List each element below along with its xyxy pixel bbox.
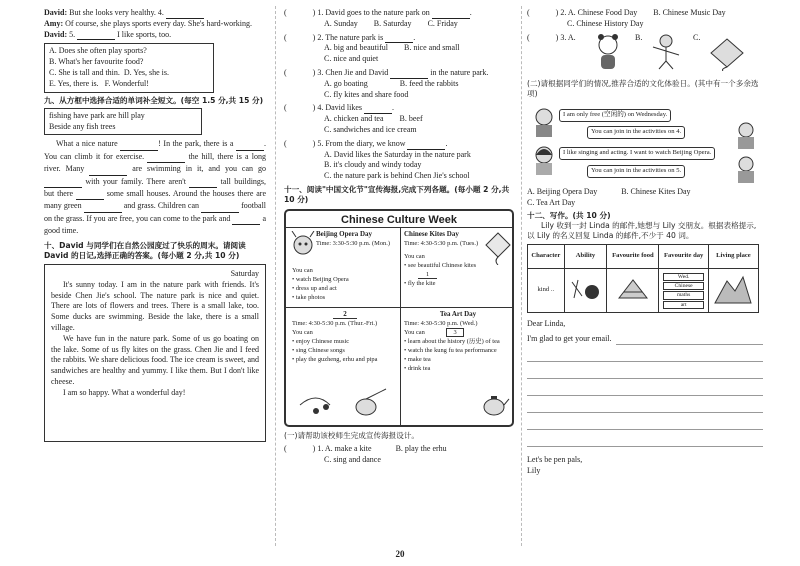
writing-prompt-table: Character Ability Favourite food Favourite day Living place kind .. Wed. Chinese maths art — [527, 244, 759, 313]
boy-avatar — [531, 107, 557, 139]
opera-mask-icon — [290, 231, 316, 261]
writing-line[interactable] — [527, 419, 763, 430]
word-box: fishing have park are hill play Beside any fish trees — [44, 108, 202, 136]
dialog-line: David: 5. I like sports, too. — [44, 29, 172, 39]
question: ( ) 2. A. Chinese Food Day B. Chinese Music Day — [527, 8, 726, 17]
ability-icons — [568, 274, 602, 304]
poster-title: Chinese Culture Week — [341, 214, 457, 227]
writing-line[interactable] — [527, 385, 763, 396]
column-left — [44, 8, 266, 442]
column-divider — [521, 6, 522, 546]
question: ( ) 3. Chen Jie and David in the nature park. A. go boating B. feed the rabbits C. fly kites and share food — [284, 67, 489, 99]
diary-paragraph: It's sunny today. I am in the nature park with friends. It's beside Chen Jie's school. The nature park is nice and quiet. There are lots of flowers and trees. There is a small lake, too. Some ducks are swimming. Beside the lake, there is a small village. — [51, 279, 259, 333]
section-12-title: 十二、写作。(共 10 分) — [527, 210, 611, 220]
answer-blank[interactable] — [166, 10, 204, 19]
culture-poster: Chinese Culture Week Beijing Opera Day Time: 3:30-5:30 p.m. (Mon.) You can • watch Beijing Opera • dress up and act • take photos Chinese Kites Day Time: 4:30-5:30 p.m. (Tues.) You can • see beautiful Chinese kites 1 • fly the kite 2 Time: 4:30-5:30 p.m. (Thur.-Fri.) You can • enjoy Chinese music • sing Chinese songs • play the guzheng, erhu and pipa Tea Art Day Time: 4:30-5:30 p.m. (Wed.) You can 3 • learn about the history (历史) of tea • watch the kung fu tea performance • make tea • drink tea — [284, 209, 514, 427]
question: ( ) 4. David likes . A. chicken and tea B. beef C. sandwiches and ice cream — [284, 103, 423, 134]
poster-blank-1[interactable]: 1 — [418, 271, 437, 279]
teacher-avatar — [733, 155, 759, 185]
diary-paragraph: I am so happy. What a wonderful day! — [63, 387, 186, 397]
sub-section-2-title: (二)请根据同学们的情况,推荐合适的文化体验日。(其中有一个多余选项) — [527, 78, 759, 98]
teapot-icon — [480, 387, 510, 419]
poster-kites: Chinese Kites Day Time: 4:30-5:30 p.m. (Tues.) You can • see beautiful Chinese kites 1 • fly the kite — [404, 230, 479, 288]
poster-tea: Tea Art Day Time: 4:30-5:30 p.m. (Wed.) You can 3 • learn about the history (历史) of tea • watch the kung fu tea performance • make tea • drink tea — [404, 310, 500, 373]
letter-greeting: Dear Linda, — [527, 319, 566, 329]
diary-box — [44, 264, 266, 442]
cloze-passage: What a nice nature ! In the park, there is a . You can climb it for exercise. the hill, there is a long river. Many are swimming in it, and you can go with your family. There aren't tall buildings, but there some small houses. Around the houses there are many green and grass. Children can football on the grass. If you are free, you can come to the park and a good time. — [44, 139, 267, 236]
section-11-title: 十一、阅读"中国文化节"宣传海报,完成下列各题。(每小题 2 分,共 10 分) — [284, 184, 510, 205]
kite-icon — [484, 231, 512, 265]
section-12-intro: Lily 收到一封 Linda 的邮件,她想与 Lily 交朋友。根据表格提示,以 Lily 的名义回复 Linda 的邮件,不少于 40 词。 — [527, 220, 757, 241]
question: ( ) 1. A. make a kite B. play the erhu — [284, 443, 447, 453]
column-right: ( ) 2. A. Chinese Food Day B. Chinese Music Day C. Chinese History Day ( ) 3. A. B. C. (二)请根据同学们的情况,推荐合适的文化体验日。(其中有一个多余选项) I am only free (空闲的) on Wednesday. You can join in the activities on 4. I like singing and acting. I want to watch Beijing Opera. You can join in the activities on 5. A. Beijing Opera Day B. Chinese Kites Day C. Tea Art Day 十二、写作。(共 10 分) Lily 收到一封 Linda 的邮件,她想与 Lily 交朋友。根据表格提示,以 Lily 的名义回复 Linda 的邮件,不少于 40 词。 Character Ability Favourite food Favourite day Living place kind .. Wed. Chinese maths art Dear Linda, I'm glad to get your email. Let's be pen pals, Lily — [527, 8, 763, 477]
dialog-line: David: But she looks very healthy. 4. — [44, 8, 266, 19]
dancer-icon — [649, 33, 683, 71]
question: ( ) 2. The nature park is . A. big and beautiful B. nice and small C. nice and quiet — [284, 32, 460, 64]
diary-day: Saturday — [230, 269, 259, 279]
poster-opera: Beijing Opera Day Time: 3:30-5:30 p.m. (Mon.) — [316, 230, 390, 248]
mountain-icon — [713, 273, 753, 305]
poster-blank-2[interactable]: 2 — [333, 310, 357, 319]
question: ( ) 1. David goes to the nature park on . A. Sunday B. Saturday C. Friday — [284, 8, 472, 28]
sub-2-options: A. Beijing Opera Day B. Chinese Kites Day — [527, 187, 691, 197]
writing-line[interactable] — [616, 334, 763, 345]
teacher-avatar — [733, 121, 759, 151]
writing-line[interactable] — [527, 436, 763, 447]
diary-paragraph: We have fun in the nature park. Some of us go boating on the lake. Some of us fly kites on the grass. Chen Jie and I feed the rabbits. We share delicious food. The ice cream is sweet, and sandwiches are healthy and yummy. I like them. But I don't like cheese. — [51, 333, 259, 387]
recommend-dialog: I am only free (空闲的) on Wednesday. You can join in the activities on 4. I like singing and acting. I want to watch Beijing Opera. You can join in the activities on 5. — [527, 103, 763, 187]
panda-icon — [593, 33, 623, 71]
writing-line[interactable] — [527, 351, 763, 362]
column-divider — [275, 6, 276, 546]
question: ( ) 3. A. B. C. — [527, 33, 763, 75]
writing-line[interactable] — [527, 402, 763, 413]
answer-blank[interactable] — [77, 31, 115, 40]
page-number: 20 — [395, 549, 405, 559]
sub-section-1-title: (一)请帮助该校师生完成宣传海报设计。 — [284, 431, 420, 441]
dialog-line: Amy: Of course, she plays sports every day. She's hard-working. — [44, 18, 252, 28]
options-box: A. Does she often play sports? B. What's her favourite food? C. She is tall and thin. D. Yes, she is. E. Yes, there is. F. Wonderful! — [44, 43, 214, 92]
column-middle: ( ) 1. David goes to the nature park on . A. Sunday B. Saturday C. Friday ( ) 2. The nature park is . A. big and beautiful B. nice and small C. nice and quiet ( ) 3. Chen Jie and David in the nature park. A. go boating B. feed the rabbits C. fly kites and share food ( ) 4. David likes . A. chicken and tea B. beef C. sandwiches and ice cream ( ) 5. From the diary, we know . A. David likes the Saturday in the nature park B. it's cloudy and windy today C. the nature park is behind Chen Jie's school 十一、阅读"中国文化节"宣传海报,完成下列各题。(每小题 2 分,共 10 分) Chinese Culture Week Beijing Opera Day Time: 3:30-5:30 p.m. (Mon.) You can • watch Beijing Opera • dress up and act • take photos Chinese Kites Day Time: 4:30-5:30 p.m. (Tues.) You can • see beautiful Chinese kites 1 • fly the kite 2 Time: 4:30-5:30 p.m. (Thur.-Fri.) You can • enjoy Chinese music • sing Chinese songs • play the guzheng, erhu and pipa Tea Art Day Time: 4:30-5:30 p.m. (Wed.) You can 3 • learn about the history (历史) of tea • watch the kung fu tea performance • make tea • drink tea (一)请帮助该校师生完成宣传海报设计。 ( ) 1. A. make a kite B. play the erhu C. sing and dance — [284, 8, 514, 465]
section-10-title: 十、David 与同学们在自然公园度过了快乐的周末。请阅读 David 的日记,选择正确的答案。(每小题 2 分,共 10 分) — [44, 240, 246, 260]
sandwich-icon — [616, 276, 650, 302]
letter-first-line: I'm glad to get your email. — [527, 334, 612, 344]
music-instrument-icon — [296, 387, 392, 417]
letter-close: Let's be pen pals, — [527, 455, 583, 465]
question: ( ) 5. From the diary, we know . A. David likes the Saturday in the nature park B. it's cloudy and windy today C. the nature park is behind Chen Jie's school — [284, 138, 471, 181]
section-9-title: 九、从方框中选择合适的单词补全短文。(每空 1.5 分,共 15 分) — [44, 95, 264, 105]
poster-blank-3[interactable]: 3 — [446, 328, 463, 337]
poster-music: 2 Time: 4:30-5:30 p.m. (Thur.-Fri.) You can • enjoy Chinese music • sing Chinese songs • play the guzheng, erhu and pipa — [292, 310, 378, 364]
girl-avatar — [531, 145, 557, 177]
letter-sign: Lily — [527, 466, 541, 476]
kite-icon — [707, 37, 747, 71]
writing-line[interactable] — [527, 368, 763, 379]
